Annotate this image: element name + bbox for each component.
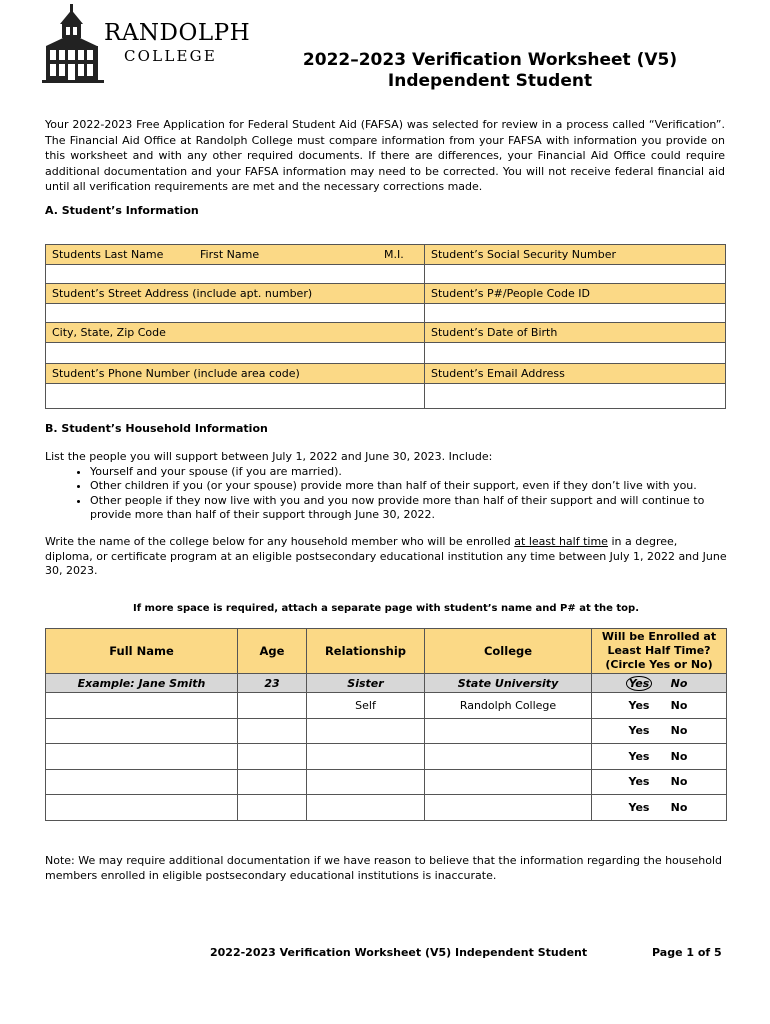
last-name-label: Students Last Name xyxy=(52,248,164,261)
page-title xyxy=(250,50,730,92)
enrolled-cell xyxy=(592,769,727,795)
logo-name-line1: RANDOLPH xyxy=(104,20,251,46)
header-relationship: Relationship xyxy=(307,629,425,674)
header-enrolled-line1: Will be Enrolled at xyxy=(601,630,717,643)
table-row xyxy=(46,693,727,719)
age-cell[interactable] xyxy=(238,693,307,719)
example-name: Example: Jane Smith xyxy=(46,674,238,693)
relationship-cell[interactable]: Self xyxy=(307,693,425,719)
support-bullets xyxy=(45,465,727,523)
name-cell[interactable] xyxy=(46,795,238,821)
yes-option[interactable]: Yes xyxy=(628,724,650,738)
name-cell[interactable] xyxy=(46,693,238,719)
page-number: Page 1 of 5 xyxy=(652,946,722,959)
example-relationship: Sister xyxy=(307,674,425,693)
age-cell[interactable] xyxy=(238,795,307,821)
enrolled-cell xyxy=(592,693,727,719)
household-table xyxy=(45,628,727,821)
list-item: • Yourself and your spouse (if you are married). xyxy=(90,465,727,480)
title-line2: Independent Student xyxy=(387,71,593,91)
table-row xyxy=(46,769,727,795)
no-option[interactable]: No xyxy=(670,698,688,712)
name-cell[interactable] xyxy=(46,769,238,795)
no-option[interactable]: No xyxy=(670,749,688,763)
college-cell[interactable] xyxy=(425,718,592,744)
age-cell[interactable] xyxy=(238,718,307,744)
college-instructions xyxy=(45,535,727,579)
pnum-input[interactable] xyxy=(425,304,726,323)
enrolled-cell xyxy=(592,718,727,744)
phone-label: Student’s Phone Number (include area code) xyxy=(46,364,425,384)
example-age: 23 xyxy=(238,674,307,693)
enrolled-cell xyxy=(592,795,727,821)
list-item: • Other children if you (or your spouse) provide more than half of their support, even if they don’t live with you. xyxy=(90,479,727,494)
relationship-cell[interactable] xyxy=(307,744,425,770)
phone-input[interactable] xyxy=(46,384,425,409)
street-label: Student’s Street Address (include apt. number) xyxy=(46,284,425,304)
city-label: City, State, Zip Code xyxy=(46,323,425,343)
list-intro: List the people you will support between July 1, 2022 and June 30, 2023. Include: xyxy=(45,450,493,463)
college-cell[interactable] xyxy=(425,795,592,821)
email-label: Student’s Email Address xyxy=(425,364,726,384)
student-info-table xyxy=(45,244,726,409)
intro-paragraph: Your 2022-2023 Free Application for Federal Student Aid (FAFSA) was selected for review in a process called “Verification”. The Financial Aid Office at Randolph College must compare information from your FAFSA with information you provide on this worksheet and with any other required documents. If there are differences, your Financial Aid Office could require additional documentation and your FAFSA information may need to be corrected. You will not receive federal financial aid until all verification requirements are met and the necessary corrections made. xyxy=(45,118,725,193)
age-cell[interactable] xyxy=(238,769,307,795)
relationship-cell[interactable] xyxy=(307,718,425,744)
example-college: State University xyxy=(425,674,592,693)
name-input[interactable] xyxy=(46,265,425,284)
table-row xyxy=(46,795,727,821)
title-line1: 2022–2023 Verification Worksheet (V5) xyxy=(302,50,678,70)
yes-option[interactable]: Yes xyxy=(628,800,650,814)
space-note: If more space is required, attach a separate page with student’s name and P# at the top. xyxy=(132,603,640,614)
college-cell[interactable]: Randolph College xyxy=(425,693,592,719)
yes-option[interactable]: Yes xyxy=(628,775,650,789)
dob-input[interactable] xyxy=(425,343,726,364)
header-full-name: Full Name xyxy=(46,629,238,674)
table-row xyxy=(46,718,727,744)
yes-option[interactable]: Yes xyxy=(628,749,650,763)
enrolled-cell xyxy=(592,744,727,770)
relationship-cell[interactable] xyxy=(307,769,425,795)
list-item: • Other people if they now live with you and you now provide more than half of their support and will continue to provide more than half of their support through June 30, 2022. xyxy=(90,494,727,523)
header-enrolled-line2: Least Half Time? xyxy=(607,644,711,657)
mi-label: M.I. xyxy=(384,248,404,261)
yes-option[interactable]: Yes xyxy=(628,698,650,712)
dob-label: Student’s Date of Birth xyxy=(425,323,726,343)
ssn-label: Student’s Social Security Number xyxy=(425,245,726,265)
college-building-icon xyxy=(42,4,112,84)
header-enrolled-line3: (Circle Yes or No) xyxy=(605,658,713,671)
relationship-cell[interactable] xyxy=(307,795,425,821)
college-instructions-pre: Write the name of the college below for any household member who will be enrolled xyxy=(45,535,515,548)
header-age: Age xyxy=(238,629,307,674)
example-no: No xyxy=(670,676,688,690)
name-cell[interactable] xyxy=(46,718,238,744)
college-instructions-post: in a degree, diploma, or certificate program at an eligible postsecondary educational institution any time between July 1, 2022 and June 30, 2023. xyxy=(45,535,727,577)
example-enrolled xyxy=(592,674,727,693)
no-option[interactable]: No xyxy=(670,800,688,814)
street-input[interactable] xyxy=(46,304,425,323)
header-college: College xyxy=(425,629,592,674)
logo-name-line2: COLLEGE xyxy=(124,47,217,65)
name-cell[interactable] xyxy=(46,744,238,770)
email-input[interactable] xyxy=(425,384,726,409)
documentation-note: Note: We may require additional documentation if we have reason to believe that the information regarding the household members enrolled in eligible postsecondary educational institutions is inaccurate. xyxy=(45,854,722,882)
pnum-label: Student’s P#/People Code ID xyxy=(425,284,726,304)
section-a-heading: A. Student’s Information xyxy=(45,204,199,217)
college-cell[interactable] xyxy=(425,769,592,795)
college-cell[interactable] xyxy=(425,744,592,770)
college-instructions-underlined: at least half time xyxy=(514,535,608,548)
no-option[interactable]: No xyxy=(670,775,688,789)
section-b-heading: B. Student’s Household Information xyxy=(45,422,268,435)
no-option[interactable]: No xyxy=(670,724,688,738)
name-labels-cell xyxy=(46,245,425,265)
city-input[interactable] xyxy=(46,343,425,364)
support-list xyxy=(45,450,727,523)
first-name-label: First Name xyxy=(200,248,260,261)
footer-title: 2022-2023 Verification Worksheet (V5) Independent Student xyxy=(210,946,588,959)
table-row xyxy=(46,744,727,770)
ssn-input[interactable] xyxy=(425,265,726,284)
header-enrolled xyxy=(592,629,727,674)
example-row xyxy=(46,674,727,693)
age-cell[interactable] xyxy=(238,744,307,770)
circled-yes: Yes xyxy=(626,676,653,691)
